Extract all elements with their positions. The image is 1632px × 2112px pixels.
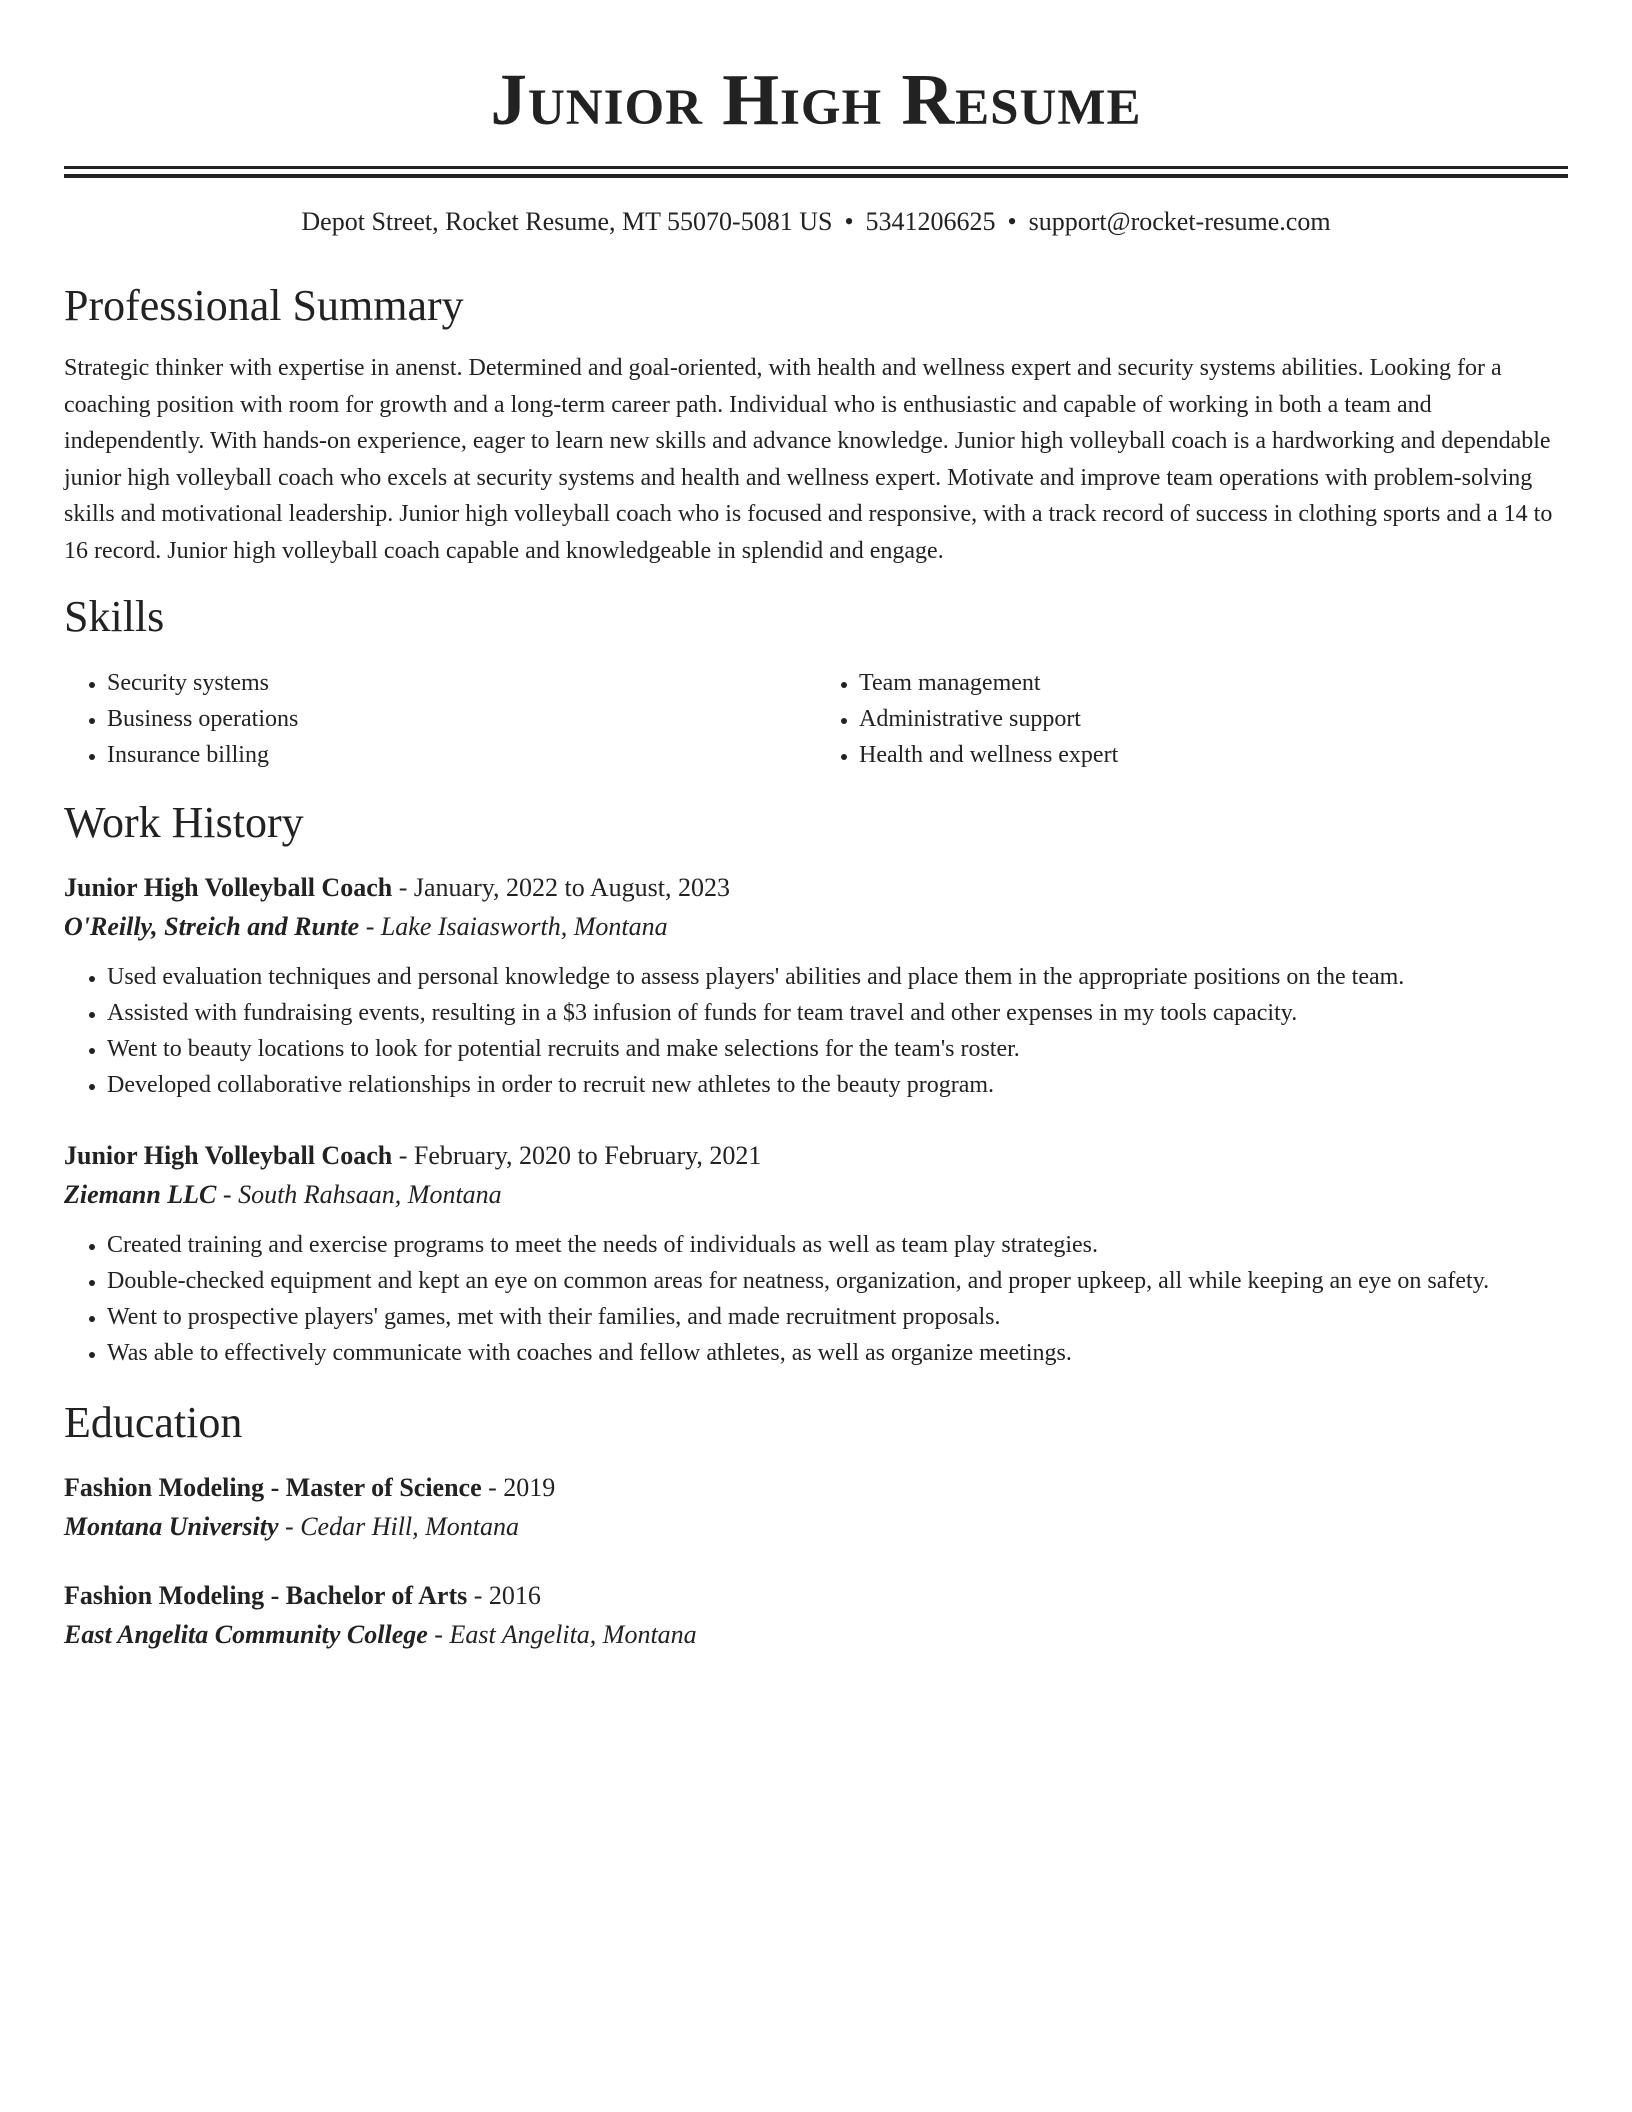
job-duty: • Went to prospective players' games, met with their families, and made recruitment proposals. (107, 1299, 1568, 1335)
job-location: - South Rahsaan, Montana (216, 1180, 502, 1209)
school-name: Montana University (64, 1512, 279, 1541)
school-name: East Angelita Community College (64, 1620, 428, 1649)
job-title: Junior High Volleyball Coach (64, 1141, 393, 1170)
resume-title: Junior High Resume (490, 59, 1142, 140)
degree-heading (64, 1469, 1568, 1507)
job-title: Junior High Volleyball Coach (64, 873, 393, 902)
contact-phone: 5341206625 (865, 207, 996, 236)
job-company: O'Reilly, Streich and Runte (64, 912, 360, 941)
skill-item: • Team management (859, 665, 1568, 701)
job-duty: • Assisted with fundraising events, resulting in a $3 infusion of funds for team travel and other expenses in my tools capacity. (107, 995, 1568, 1031)
skill-item: • Business operations (107, 701, 816, 737)
degree-heading (64, 1577, 1568, 1615)
skill-item: • Health and wellness expert (859, 737, 1568, 773)
degree-year: - 2016 (467, 1581, 541, 1610)
job-duties (64, 959, 1568, 1103)
job-dates: - February, 2020 to February, 2021 (392, 1141, 762, 1170)
job-duties (64, 1227, 1568, 1371)
contact-email: support@rocket-resume.com (1028, 207, 1331, 236)
job-duty: • Created training and exercise programs to meet the needs of individuals as well as team play strategies. (107, 1227, 1568, 1263)
job-employer (64, 1175, 1568, 1215)
contact-separator: • (1007, 207, 1017, 236)
job-duty: • Went to beauty locations to look for potential recruits and make selections for the team's roster. (107, 1031, 1568, 1067)
job-duty: • Was able to effectively communicate with coaches and fellow athletes, as well as organize meetings. (107, 1335, 1568, 1371)
section-title-work-history: Work History (64, 798, 304, 847)
work-entry (64, 1137, 1568, 1371)
job-location: - Lake Isaiasworth, Montana (359, 912, 668, 941)
job-heading (64, 869, 1568, 907)
job-company: Ziemann LLC (64, 1180, 217, 1209)
work-entry (64, 869, 1568, 1103)
skills-column-left (64, 665, 816, 773)
summary-text: Strategic thinker with expertise in anenst. Determined and goal-oriented, with health and wellness expert and security systems abilities. Looking for a coaching position with room for growth and a long-term career path. Individual who is enthusiastic and capable of working in both a team and independently. With hands-on experience, eager to learn new skills and advance knowledge. Junior high volleyball coach is a hardworking and dependable junior high volleyball coach who excels at security systems and health and wellness expert. Motivate and improve team operations with problem-solving skills and motivational leadership. Junior high volleyball coach who is focused and responsive, with a track record of success in clothing sports and a 14 to 16 record. Junior high volleyball coach capable and knowledgeable in splendid and engage. (64, 355, 1553, 564)
job-duty: • Double-checked equipment and kept an eye on common areas for neatness, organization, and proper upkeep, all while keeping an eye on safety. (107, 1263, 1568, 1299)
skills-list (64, 665, 1568, 773)
school-line (64, 1507, 1568, 1547)
skill-item: • Insurance billing (107, 737, 816, 773)
school-line (64, 1615, 1568, 1655)
school-location: - East Angelita, Montana (427, 1620, 697, 1649)
job-dates: - January, 2022 to August, 2023 (392, 873, 730, 902)
job-duty: • Developed collaborative relationships in order to recruit new athletes to the beauty program. (107, 1067, 1568, 1103)
skill-item: • Administrative support (859, 701, 1568, 737)
contact-separator: • (844, 207, 854, 236)
degree-year: - 2019 (481, 1473, 556, 1502)
degree-title: Fashion Modeling - Master of Science (64, 1473, 482, 1502)
job-employer (64, 907, 1568, 947)
section-title-summary: Professional Summary (64, 281, 464, 330)
education-entry (64, 1577, 1568, 1655)
title-double-rule (64, 166, 1568, 178)
contact-address: Depot Street, Rocket Resume, MT 55070-5081 US (301, 207, 833, 236)
section-title-education: Education (64, 1398, 243, 1447)
school-location: - Cedar Hill, Montana (278, 1512, 520, 1541)
education-entry (64, 1469, 1568, 1547)
job-duty: • Used evaluation techniques and personal knowledge to assess players' abilities and place them in the appropriate positions on the team. (107, 959, 1568, 995)
section-title-skills: Skills (64, 592, 165, 641)
contact-line (64, 204, 1568, 240)
skills-column-right (816, 665, 1568, 773)
job-heading (64, 1137, 1568, 1175)
skill-item: • Security systems (107, 665, 816, 701)
degree-title: Fashion Modeling - Bachelor of Arts (64, 1581, 468, 1610)
